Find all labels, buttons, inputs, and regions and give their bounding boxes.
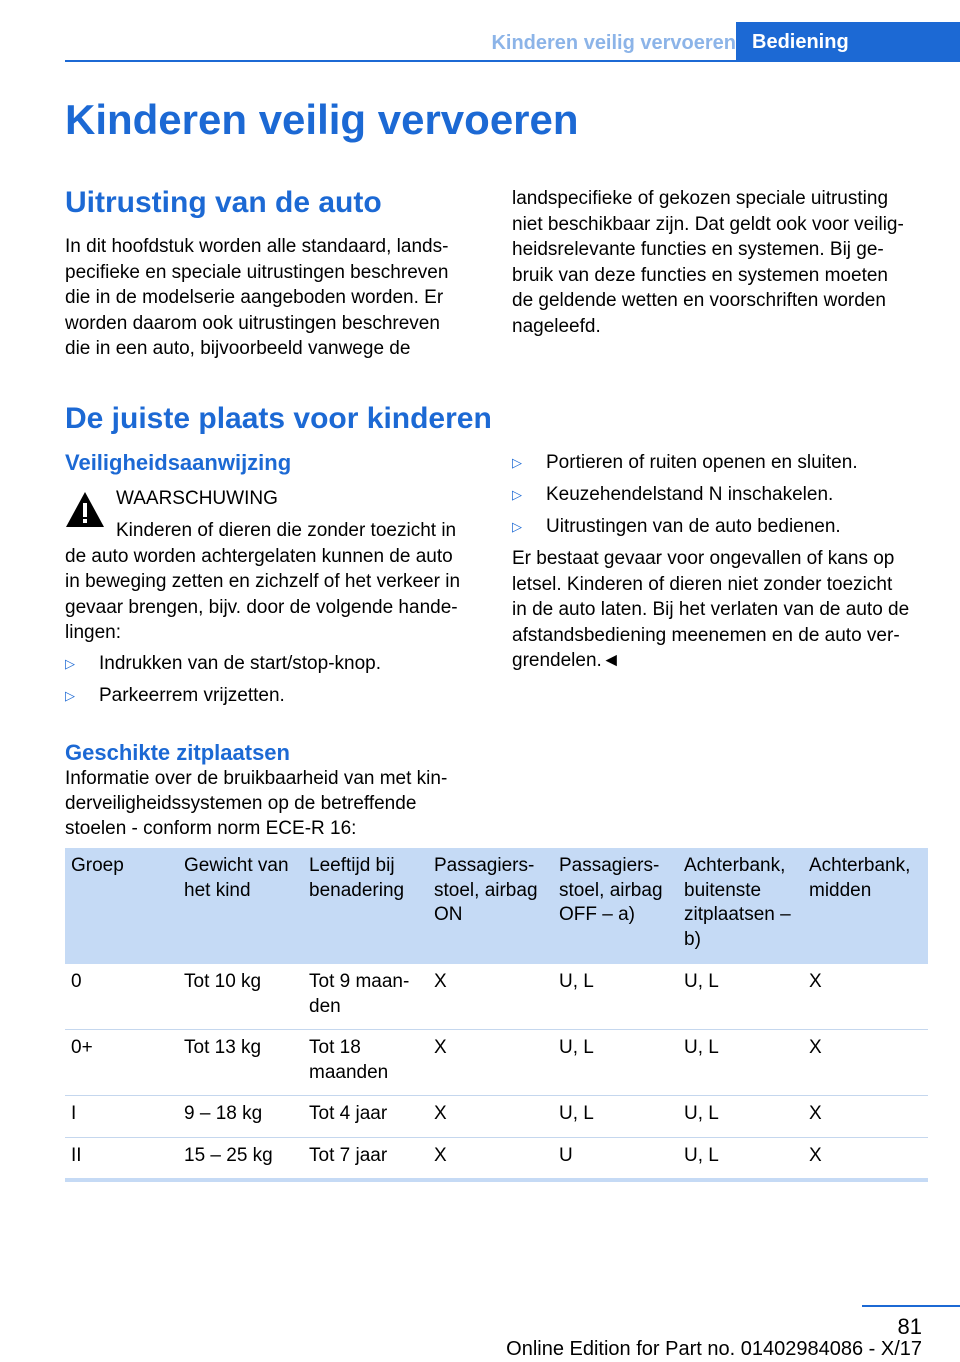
text-line: de auto worden achtergelaten kunnen de auto <box>65 545 453 567</box>
text-line: pecifieke en speciale uitrustingen beschreven <box>65 261 449 283</box>
text-line: heidsrelevante functies en systemen. Bij ge- <box>512 239 884 260</box>
table-row <box>65 1030 928 1096</box>
warning-text <box>65 518 460 646</box>
table-cell: U, L <box>684 1037 719 1058</box>
text-line: Informatie over de bruikbaarheid van met kin- <box>65 768 448 789</box>
text-line: die in de modelserie aangeboden worden. Er <box>65 287 444 308</box>
table-row <box>65 1137 928 1180</box>
column-header: Passagiersstoel, airbag ON <box>434 855 538 925</box>
table-cell: Tot 10 kg <box>184 971 262 992</box>
table-header-row <box>65 848 928 964</box>
page-title: Kinderen veilig vervoeren <box>65 96 579 143</box>
equipment-text-right <box>512 186 904 339</box>
bullet-triangle-icon: ▷ <box>65 656 75 671</box>
table-cell: U, L <box>684 1103 719 1124</box>
page-number: 81 <box>897 1314 922 1339</box>
bullet-triangle-icon: ▷ <box>512 455 522 470</box>
table-cell: Tot 18 maanden <box>309 1037 389 1083</box>
column-header: Groep <box>71 855 124 876</box>
table-cell: X <box>434 971 447 992</box>
table-cell: U, L <box>559 1037 594 1058</box>
text-line: in de auto laten. Bij het verlaten van de auto de <box>512 599 910 620</box>
table-cell: II <box>71 1144 82 1166</box>
text-line: landspecifieke of gekozen speciale uitrusting <box>512 188 889 209</box>
text-line: Er bestaat gevaar voor ongevallen of kans op <box>512 548 895 569</box>
text-line: afstandsbediening meenemen en de auto ver- <box>512 624 900 646</box>
table-cell: X <box>809 1144 822 1166</box>
list-item: ▷ Uitrustingen van de auto bedienen. <box>512 516 841 537</box>
table-cell: U, L <box>684 1144 719 1166</box>
header-rule <box>65 60 960 62</box>
table-row <box>65 964 928 1030</box>
footer-rule <box>862 1305 960 1307</box>
list-item: ▷ Portieren of ruiten openen en sluiten. <box>512 452 858 473</box>
column-header: Gewicht van het kind <box>184 855 289 901</box>
header-section-title: Kinderen veilig vervoeren <box>491 32 736 54</box>
equipment-heading: Uitrusting van de auto <box>65 186 382 219</box>
bullet-triangle-icon: ▷ <box>512 519 522 534</box>
bullet-triangle-icon: ▷ <box>512 487 522 502</box>
column-header: Leeftijd bij benadering <box>309 855 405 901</box>
table-cell: Tot 9 maanden <box>309 971 410 1017</box>
table-cell: U <box>559 1144 573 1166</box>
table-cell: 9 – 18 kg <box>184 1103 263 1124</box>
text-line: de geldende wetten en voorschriften worden <box>512 290 886 311</box>
table-cell: X <box>809 971 822 992</box>
list-item: ▷ Indrukken van de start/stop-knop. <box>65 653 381 674</box>
table-cell: Tot 7 jaar <box>309 1144 388 1166</box>
text-line: bruik van deze functies en systemen moeten <box>512 264 888 286</box>
list-item: ▷ Keuzehendelstand N inschakelen. <box>512 484 834 505</box>
text-line: niet beschikbaar zijn. Dat geldt ook voor veilig- <box>512 213 904 235</box>
table-cell: 15 – 25 kg <box>184 1144 273 1166</box>
bullet-triangle-icon: ▷ <box>65 688 75 703</box>
text-line: lingen: <box>65 622 121 643</box>
text-line: die in een auto, bijvoorbeeld vanwege de <box>65 338 411 359</box>
text-line: worden daarom ook uitrustingen beschreven <box>65 312 440 334</box>
table-cell: X <box>809 1103 822 1124</box>
table-cell: X <box>809 1037 822 1058</box>
column-header: Achterbank, midden <box>809 855 911 901</box>
place-heading: De juiste plaats voor kinderen <box>65 402 492 435</box>
equipment-text-left <box>65 234 448 362</box>
text-line: gevaar brengen, bijv. door de volgende hande- <box>65 596 458 618</box>
text-line: nageleefd. <box>512 315 601 337</box>
text-line: stoelen - conform norm ECE-R 16: <box>65 818 357 839</box>
table-cell: I <box>71 1103 77 1124</box>
table-cell: U, L <box>559 1103 594 1124</box>
danger-text <box>512 546 909 674</box>
table-cell: X <box>434 1103 447 1124</box>
column-header: Passagiersstoel, airbag OFF – a) <box>559 855 663 925</box>
list-item: ▷ Parkeerrem vrijzetten. <box>65 685 285 706</box>
column-header: Achterbank, buitenste zitplaatsen – b) <box>684 855 791 950</box>
table-cell: 0+ <box>71 1037 93 1058</box>
table-cell: 0 <box>71 971 82 992</box>
table-cell: Tot 13 kg <box>184 1037 262 1058</box>
table-row <box>65 1096 928 1138</box>
text-line: grendelen.◄ <box>512 650 621 671</box>
table-cell: X <box>434 1144 447 1166</box>
safety-heading: Veiligheidsaanwijzing <box>65 450 292 475</box>
table-cell: U, L <box>559 971 594 992</box>
text-line: in beweging zetten en zichzelf of het verkeer in <box>65 571 461 592</box>
edition-note: Online Edition for Part no. 01402984086 - X/17 <box>506 1338 922 1360</box>
header-chapter-tab: Bediening <box>736 22 960 62</box>
text-line: Kinderen of dieren die zonder toezicht in <box>116 520 457 541</box>
warning-label: WAARSCHUWING <box>116 488 278 509</box>
text-line: In dit hoofdstuk worden alle standaard, lands- <box>65 236 449 257</box>
seats-heading: Geschikte zitplaatsen <box>65 740 290 765</box>
text-line: letsel. Kinderen of dieren niet zonder toezicht <box>512 573 893 595</box>
text-line: derveiligheidssystemen op de betreffende <box>65 793 417 814</box>
table-cell: Tot 4 jaar <box>309 1103 388 1124</box>
table-cell: X <box>434 1037 447 1058</box>
seats-text <box>65 766 447 841</box>
table-cell: U, L <box>684 971 719 992</box>
child-seat-table <box>65 848 928 1182</box>
